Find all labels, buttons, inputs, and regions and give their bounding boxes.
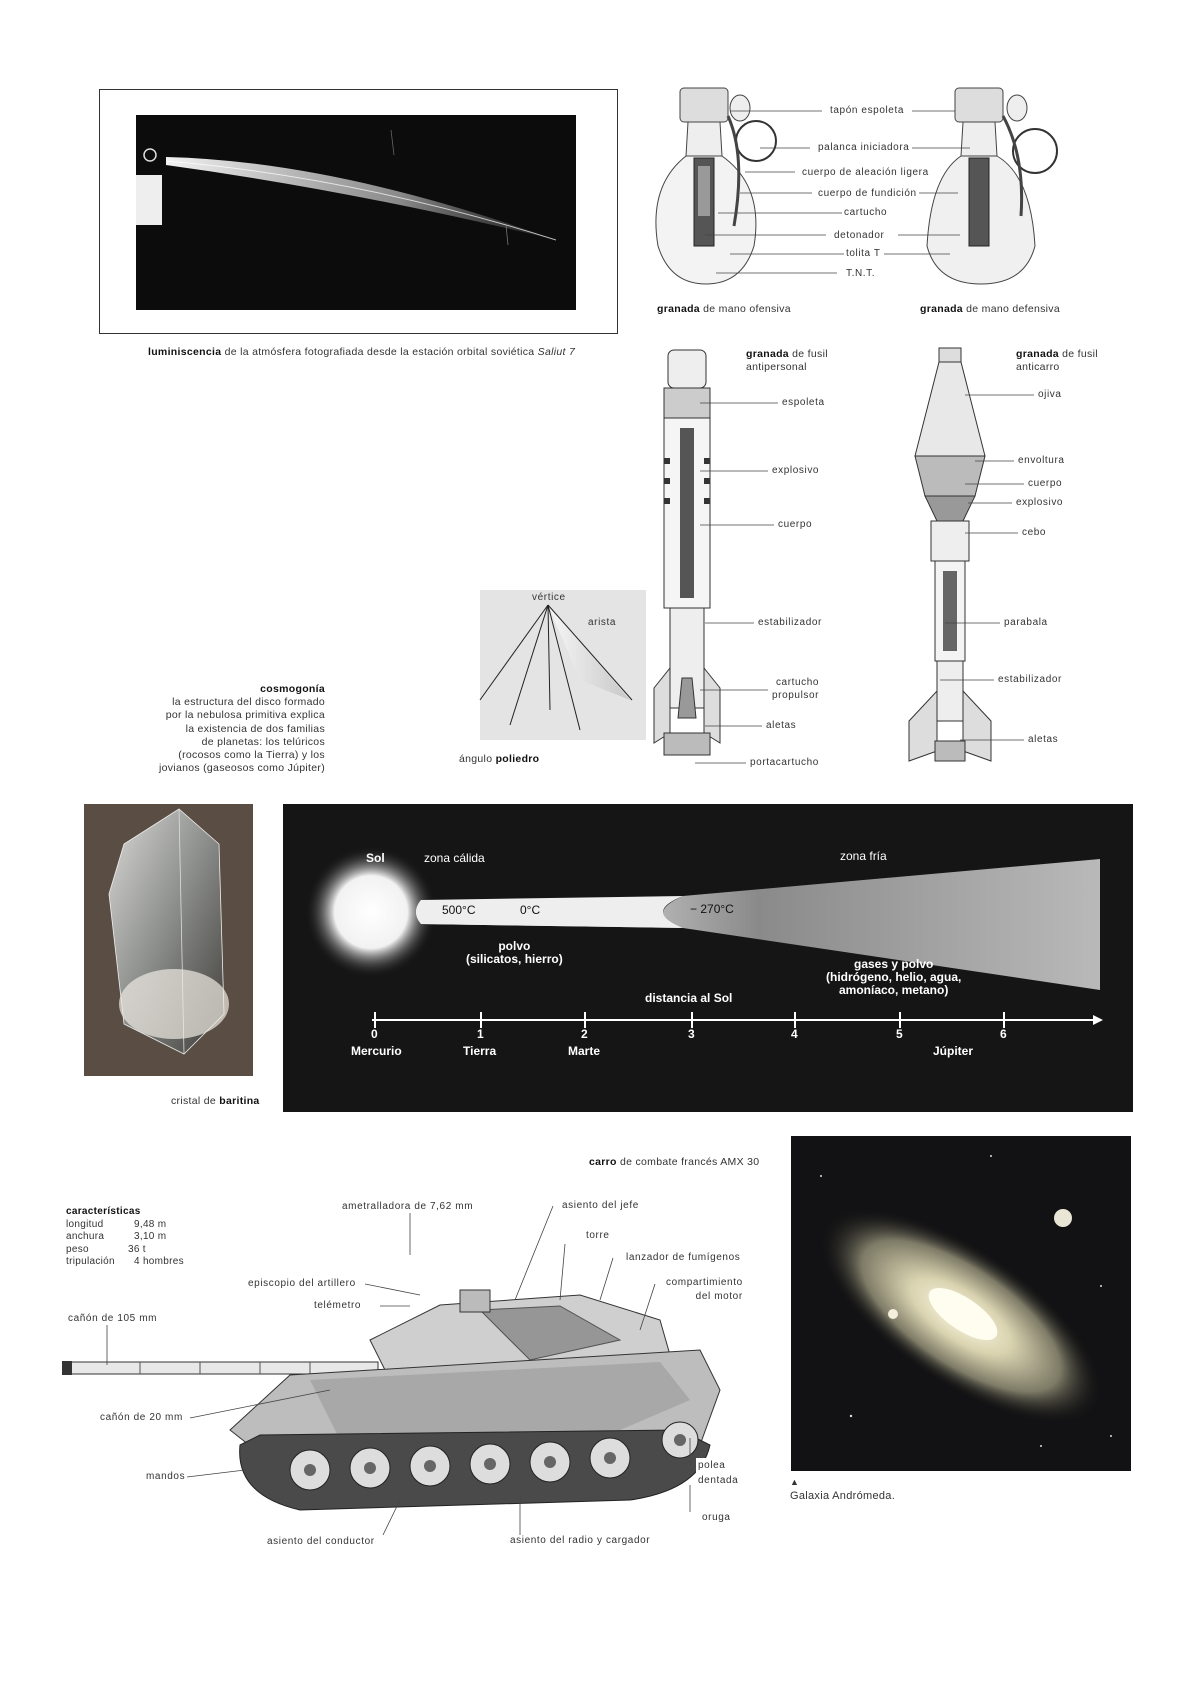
antipersonnel-rifle-grenade-title: granada de fusil antipersonal — [746, 348, 828, 373]
label-cuerpo-aleacion: cuerpo de aleación ligera — [802, 167, 929, 178]
label-estabilizador: estabilizador — [758, 617, 822, 628]
label-estabilizador-at: estabilizador — [998, 674, 1062, 685]
spec-row: tripulación 4 hombres — [66, 1256, 184, 1267]
label-cuerpo-fundicion: cuerpo de fundición — [818, 188, 917, 199]
tick-0: 0 — [371, 1027, 378, 1041]
label-canon-20: cañón de 20 mm — [100, 1412, 183, 1423]
label-explosivo: explosivo — [772, 465, 820, 476]
label-cuerpo-at: cuerpo — [1028, 478, 1063, 489]
cosmogony-line: la estructura del disco formado — [172, 696, 325, 709]
label-zona-calida: zona cálida — [424, 851, 485, 865]
label-palanca-iniciadora: palanca iniciadora — [818, 142, 910, 153]
tick-3: 3 — [688, 1027, 695, 1041]
label-asiento-jefe: asiento del jefe — [562, 1200, 639, 1211]
label-arista: arista — [588, 617, 617, 628]
caption-triangle-icon: ▲ — [790, 1477, 800, 1487]
planet-jupiter: Júpiter — [933, 1044, 974, 1058]
label-envoltura: envoltura — [1018, 455, 1065, 466]
label-aletas-at: aletas — [1028, 734, 1059, 745]
cosmogony-line: jovianos (gaseosos como Júpiter) — [158, 762, 325, 775]
label-telemetro: telémetro — [314, 1300, 362, 1311]
label-tnt: T.N.T. — [846, 268, 876, 279]
label-oruga: oruga — [702, 1512, 731, 1523]
spec-row: peso 36 t — [66, 1243, 146, 1255]
label-asiento-conductor: asiento del conductor — [267, 1536, 375, 1547]
tick-1: 1 — [477, 1027, 484, 1041]
cosmogony-line: por la nebulosa primitiva explica — [165, 709, 325, 722]
antitank-rifle-grenade-title: granada de fusil anticarro — [1016, 348, 1098, 373]
label-polvo: polvo (silicatos, hierro) — [466, 939, 563, 966]
label-torre: torre — [586, 1230, 610, 1241]
offensive-grenade-caption: granada de mano ofensiva — [657, 303, 791, 315]
label-zona-fria: zona fría — [840, 849, 887, 863]
label-mandos: mandos — [146, 1471, 186, 1482]
label-vertice: vértice — [532, 592, 566, 603]
label-polea-dentada: polea dentada — [698, 1460, 739, 1486]
label-270c: − 270°C — [690, 902, 734, 916]
tick-4: 4 — [791, 1027, 798, 1041]
label-sol: Sol — [366, 851, 385, 865]
label-0c: 0°C — [520, 903, 541, 917]
cosmogony-title: cosmogonía — [260, 683, 325, 695]
tank-title: carro de combate francés AMX 30 — [589, 1156, 760, 1168]
label-gases-polvo: gases y polvo (hidrógeno, helio, agua, amoníaco, metano) — [826, 957, 962, 997]
baryte-caption: cristal de baritina — [171, 1095, 260, 1107]
label-tapon-espoleta: tapón espoleta — [830, 105, 905, 116]
planet-marte: Marte — [568, 1044, 601, 1058]
label-parabala: parabala — [1004, 617, 1048, 628]
label-detonador: detonador — [834, 230, 885, 241]
label-lanzador: lanzador de fumígenos — [626, 1252, 741, 1263]
tick-6: 6 — [1000, 1027, 1007, 1041]
andromeda-caption: ▲ Galaxia Andrómeda. — [790, 1477, 896, 1502]
label-cuerpo: cuerpo — [778, 519, 813, 530]
cosmogony-line: la existencia de dos familias — [185, 722, 325, 735]
label-espoleta: espoleta — [782, 397, 825, 408]
label-ametralladora: ametralladora de 7,62 mm — [342, 1201, 474, 1212]
label-cartucho: cartucho — [844, 207, 888, 218]
label-500c: 500°C — [442, 903, 476, 917]
label-explosivo-at: explosivo — [1016, 497, 1064, 508]
label-cartucho-propulsor: cartucho propulsor — [772, 677, 820, 701]
label-aletas: aletas — [766, 720, 797, 731]
cosmogony-line: (rocosos como la Tierra) y los — [178, 749, 325, 762]
label-canon-105: cañón de 105 mm — [68, 1313, 158, 1324]
planet-mercurio: Mercurio — [351, 1044, 402, 1058]
planet-tierra: Tierra — [463, 1044, 497, 1058]
label-episcopio: episcopio del artillero — [248, 1278, 356, 1289]
specs-title: características — [66, 1206, 141, 1217]
polyhedral-angle-caption: ángulo poliedro — [459, 753, 540, 765]
label-portacartucho: portacartucho — [750, 757, 819, 768]
label-asiento-radio: asiento del radio y cargador — [510, 1535, 651, 1546]
tick-5: 5 — [896, 1027, 903, 1041]
label-distancia-sol: distancia al Sol — [645, 991, 733, 1005]
label-ojiva: ojiva — [1038, 389, 1062, 400]
spec-row: anchura 3,10 m — [66, 1231, 167, 1242]
spec-row: longitud 9,48 m — [66, 1218, 167, 1230]
luminiscence-caption: luminiscencia de la atmósfera fotografiada desde la estación orbital soviética Saliut 7 — [148, 346, 576, 358]
cosmogony-line: de planetas: los telúricos — [201, 735, 325, 748]
defensive-grenade-caption: granada de mano defensiva — [920, 303, 1060, 315]
label-tolita: tolita T — [846, 248, 881, 259]
tick-2: 2 — [581, 1027, 588, 1041]
andromeda-galaxy-photo — [791, 1136, 1131, 1471]
label-cebo: cebo — [1022, 527, 1047, 538]
label-compartimiento: compartimiento del motor — [666, 1277, 743, 1302]
